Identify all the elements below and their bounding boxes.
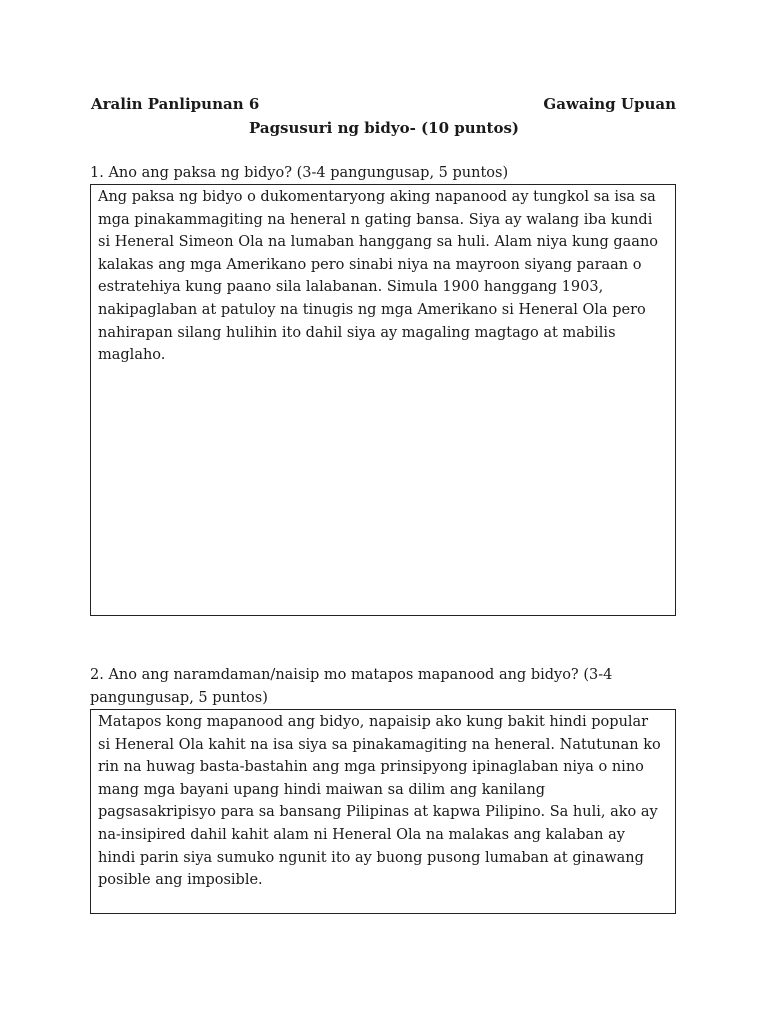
question-2-answer-box: Matapos kong mapanood ang bidyo, napaisip ako kung bakit hindi popular si Heneral Ola kahit na isa siya sa pinakamagiting na heneral. Natutunan ko rin na huwag basta-bastahin ang mga prinsipyong ipinaglaban niya o nino mang mga bayani upang hindi maiwan sa dilim ang kanilang pagsasakripisyo para sa bansang Pilipinas at kapwa Pilipino. Sa huli, ako ay na-insipired dahil kahit alam ni Heneral Ola na malakas ang kalaban ay hindi parin siya sumuko ngunit ito ay buong pusong lumaban at ginawang posible ang imposible. bbox=[90, 709, 676, 914]
question-1-prompt: 1. Ano ang paksa ng bidyo? (3-4 pangungusap, 5 puntos) bbox=[90, 165, 509, 181]
question-2-prompt: 2. Ano ang naramdaman/naisip mo matapos mapanood ang bidyo? (3-4 pangungusap, 5 puntos) bbox=[90, 667, 613, 706]
worksheet-title: Pagsusuri ng bidyo- (10 puntos) bbox=[248, 119, 520, 137]
question-1-answer-box: Ang paksa ng bidyo o dukomentaryong aking napanood ay tungkol sa isa sa mga pinakammagiting na heneral n gating bansa. Siya ay walang iba kundi si Heneral Simeon Ola na lumaban hanggang sa huli. Alam niya kung gaano kalakas ang mga Amerikano pero sinabi niya na mayroon siyang paraan o estratehiya kung paano sila lalabanan. Simula 1900 hanggang 1903, nakipaglaban at patuloy na tinugis ng mga Amerikano si Heneral Ola pero nahirapan silang hulihin ito dahil siya ay magaling magtago at mabilis maglaho. bbox=[90, 184, 676, 616]
activity-label: Gawaing Upuan bbox=[543, 95, 676, 113]
subject-label: Aralin Panlipunan 6 bbox=[91, 95, 260, 113]
